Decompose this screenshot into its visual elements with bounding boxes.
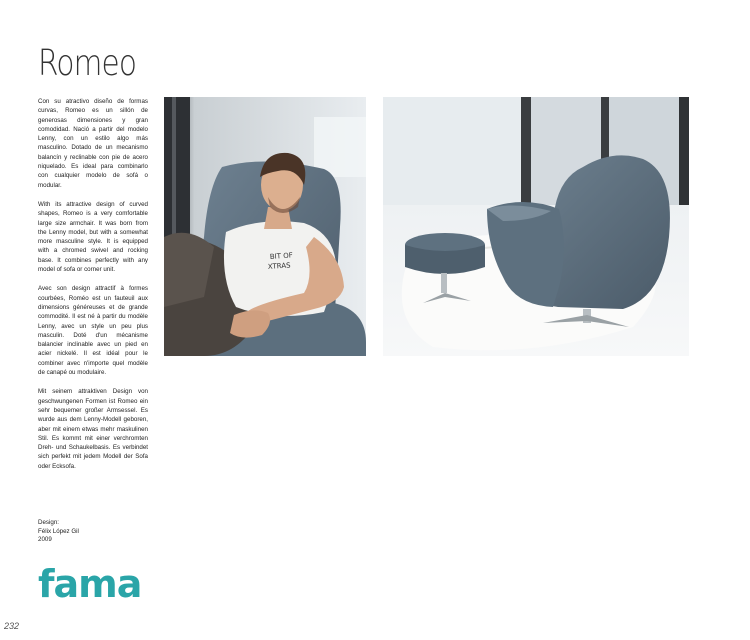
design-credit xyxy=(38,519,148,545)
description-english: With its attractive design of curved shapes, Romeo is a very comfortable large size armchair. It was born from the Lenny model, but with a somewhat more masculine style. It is equipped with a chromed swivel and rocking base. It combines perfectly with any model of sofa or corner unit. xyxy=(38,200,148,274)
designer-name: Félix López Gil xyxy=(38,527,79,535)
photo-man-in-armchair xyxy=(164,97,366,356)
description-german: Mit seinem attraktiven Design von geschwungenen Formen ist Romeo ein sehr bequemer großer Armsessel. Es wurde aus dem Lenny-Modell geboren, aber mit einem etwas mehr maskulinen Stil. Es kommt mit einer verchromten Dreh- und Schaukelbasis. Es verbindet sich perfekt mit jedem Modell der Sofa oder Ecksofa. xyxy=(38,388,148,470)
photo-armchair-and-footstool xyxy=(383,97,689,356)
design-label: Design: xyxy=(38,519,59,526)
description-column xyxy=(38,97,148,481)
page-title: Romeo xyxy=(38,43,137,84)
page-number: 232 xyxy=(4,621,20,631)
description-spanish: Con su atractivo diseño de formas curvas, Romeo es un sillón de generosas dimensiones y gran comodidad. Nació a partir del modelo Lenny, con un estilo algo más masculino. Dotado de un mecanismo balancín y reclinable con pie de acero niquelado. Es ideal para combinarlo con cualquier modelo de sofá o modular. xyxy=(38,98,148,189)
brand-logo: fama xyxy=(38,562,142,606)
description-french: Avec son design attractif à formes courbées, Roméo est un fauteuil aux dimensions généreuses et de grande commodité. Il est né à partir du modèle Lenny, avec un style un peu plus masculin. Doté d'un mécanisme balancier inclinable avec un pied en acier nickelé. Il est idéal pour le combiner avec n'importe quel modèle de canapé ou modulaire. xyxy=(38,285,148,377)
shirt-print-line1: BIT OF xyxy=(269,251,293,261)
shirt-print-line2: XTRAS xyxy=(267,261,291,271)
design-year: 2009 xyxy=(38,536,52,544)
